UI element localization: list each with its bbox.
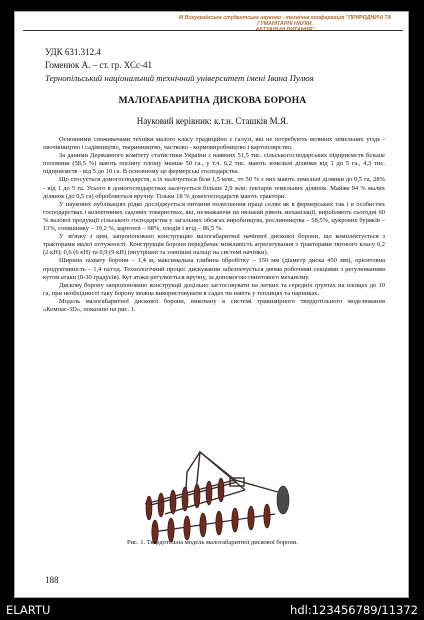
udc-code: УДК 631.312.4 [45, 47, 101, 57]
harrow-disc [248, 506, 254, 530]
body-text [43, 136, 385, 314]
harrow-disc [218, 478, 224, 502]
header-divider [23, 30, 403, 31]
paragraph: Основними споживачами техніки малого класу традиційно є галузі, які не потребують великих земельних угідь - овочівництво і садівництво, тваринництво, частково - кормовиробництво і картоплярство. [43, 136, 385, 152]
paragraph: У зв'язку з цим, запропоновано конструкцію малогабаритної начіпної дискової борони, що комплектується з тракторами малої потужності. Конструкція борони передбачає можливість агрегатування з тракторами тягового класу 0,2 (2 кН); 0,6 (6 кН) та 0,9 (9 кН) (внутрішні та зовнішні пальці на системі начіпки). [43, 233, 385, 257]
paragraph: Ширина захвату борони – 1,4 м, максимальна глибина обробітку – 150 мм (діаметр диска 450 мм), орієнтовна продуктивність – 1,4 га/год. Технологічний процес дискування забезпечується двома робочими секціями з регулюванням кутом атаки (0-30 градусів). Кут атаки регулюється вручну, за допомогою гвинтового механізму. [43, 257, 385, 281]
harrow-disc [158, 493, 164, 517]
harrow-disc [194, 484, 200, 508]
harrow-disc [216, 511, 222, 535]
page-number: 188 [45, 575, 59, 585]
disc-harrow-figure [125, 442, 295, 544]
harrow-disc [182, 487, 188, 511]
conference-header-line-1: ІІІ Всеукраїнська студентська науково - технічна конференція "ПРИРОДНИЧІ ТА ГУМАНІТАРНІ НАУКИ. [178, 15, 392, 27]
harrow-disc [232, 508, 238, 532]
paragraph: За даними Державного комітету статистики України з наявних 51,5 тис. сільськогосподарських підприємств більше половини (58,5 %) мають посівну площу менше 50 га., у т.ч. 6,2 тис. мають земельні ділянки від 1 до 5 га., 4,3 тис. підприємств - від 5 до 10 га. В основному це фермерські господарства. [43, 152, 385, 176]
supervisor-line: Науковий керівник: к.т.н. Сташків М.Я. [136, 116, 289, 126]
harrow-disc [200, 513, 206, 537]
harrow-disc [264, 504, 270, 528]
handle-identifier: hdl:123456789/11372 [290, 603, 418, 617]
harrow-disc [206, 481, 212, 505]
paragraph: Дискову борону запропоновано конструкції доцільно застосовувати на легких та середніх ґрунтах на площах до 10 га, при необхідності таку борону можна використовувати в садах чи навіть у теплицях та парниках. [43, 281, 385, 297]
document-page [14, 11, 409, 598]
harrow-disc [170, 490, 176, 514]
author-line: Гоменюк А. – ст. гр. ХСс-41 [45, 60, 153, 70]
footer-bar [0, 600, 424, 620]
paragraph: У наукових публікаціях рідко досліджується питання полегшення праці селян як в фермерських так і в особистих господарствах і колективних садових товариствах, які, незважаючи на низький рівень механізації, виробляють сьогодні 60 % валової продукції сільського господарства у загальних обсягах виробництва, рослинництва – 58,5%, цукрових буряків – 13%, соняшнику – 19,2 %, картоплі – 98%, плодів і ягід – 86,5 %. [43, 200, 385, 233]
side-disc [277, 486, 289, 514]
paragraph: Модель малогабаритної дискової борони, виконану в системі тривимірного твердотільного моделювання «Компас-3D», показано на рис. 1. [43, 297, 385, 313]
paper-title: МАЛОГАБАРИТНА ДИСКОВА БОРОНА [118, 96, 307, 106]
harrow-disc [146, 496, 152, 520]
affiliation-line: Тернопільський національний технічний університет імені Івана Пулюя [45, 73, 314, 83]
repository-label: ELARTU [6, 603, 51, 617]
paragraph: Що стосується домогосподарств, а їх налічується біля 1,5 млн., то 50 % з них мають земельні ділянки до 0,5 га, 28% - від 1 до 5 га. Усього в домогосподарствах налічується більше 2,9 млн. гектарів земельних ділянок. Майже 94 % малих ділянок (до 0,5 га) обробляється вручну. Тільки 18 % домогосподарств мають трактори. [43, 176, 385, 200]
figure-caption: Рис. 1. Твердотільна модель малогабаритної дискової борони. [126, 539, 299, 546]
harrow-disc [184, 516, 190, 540]
